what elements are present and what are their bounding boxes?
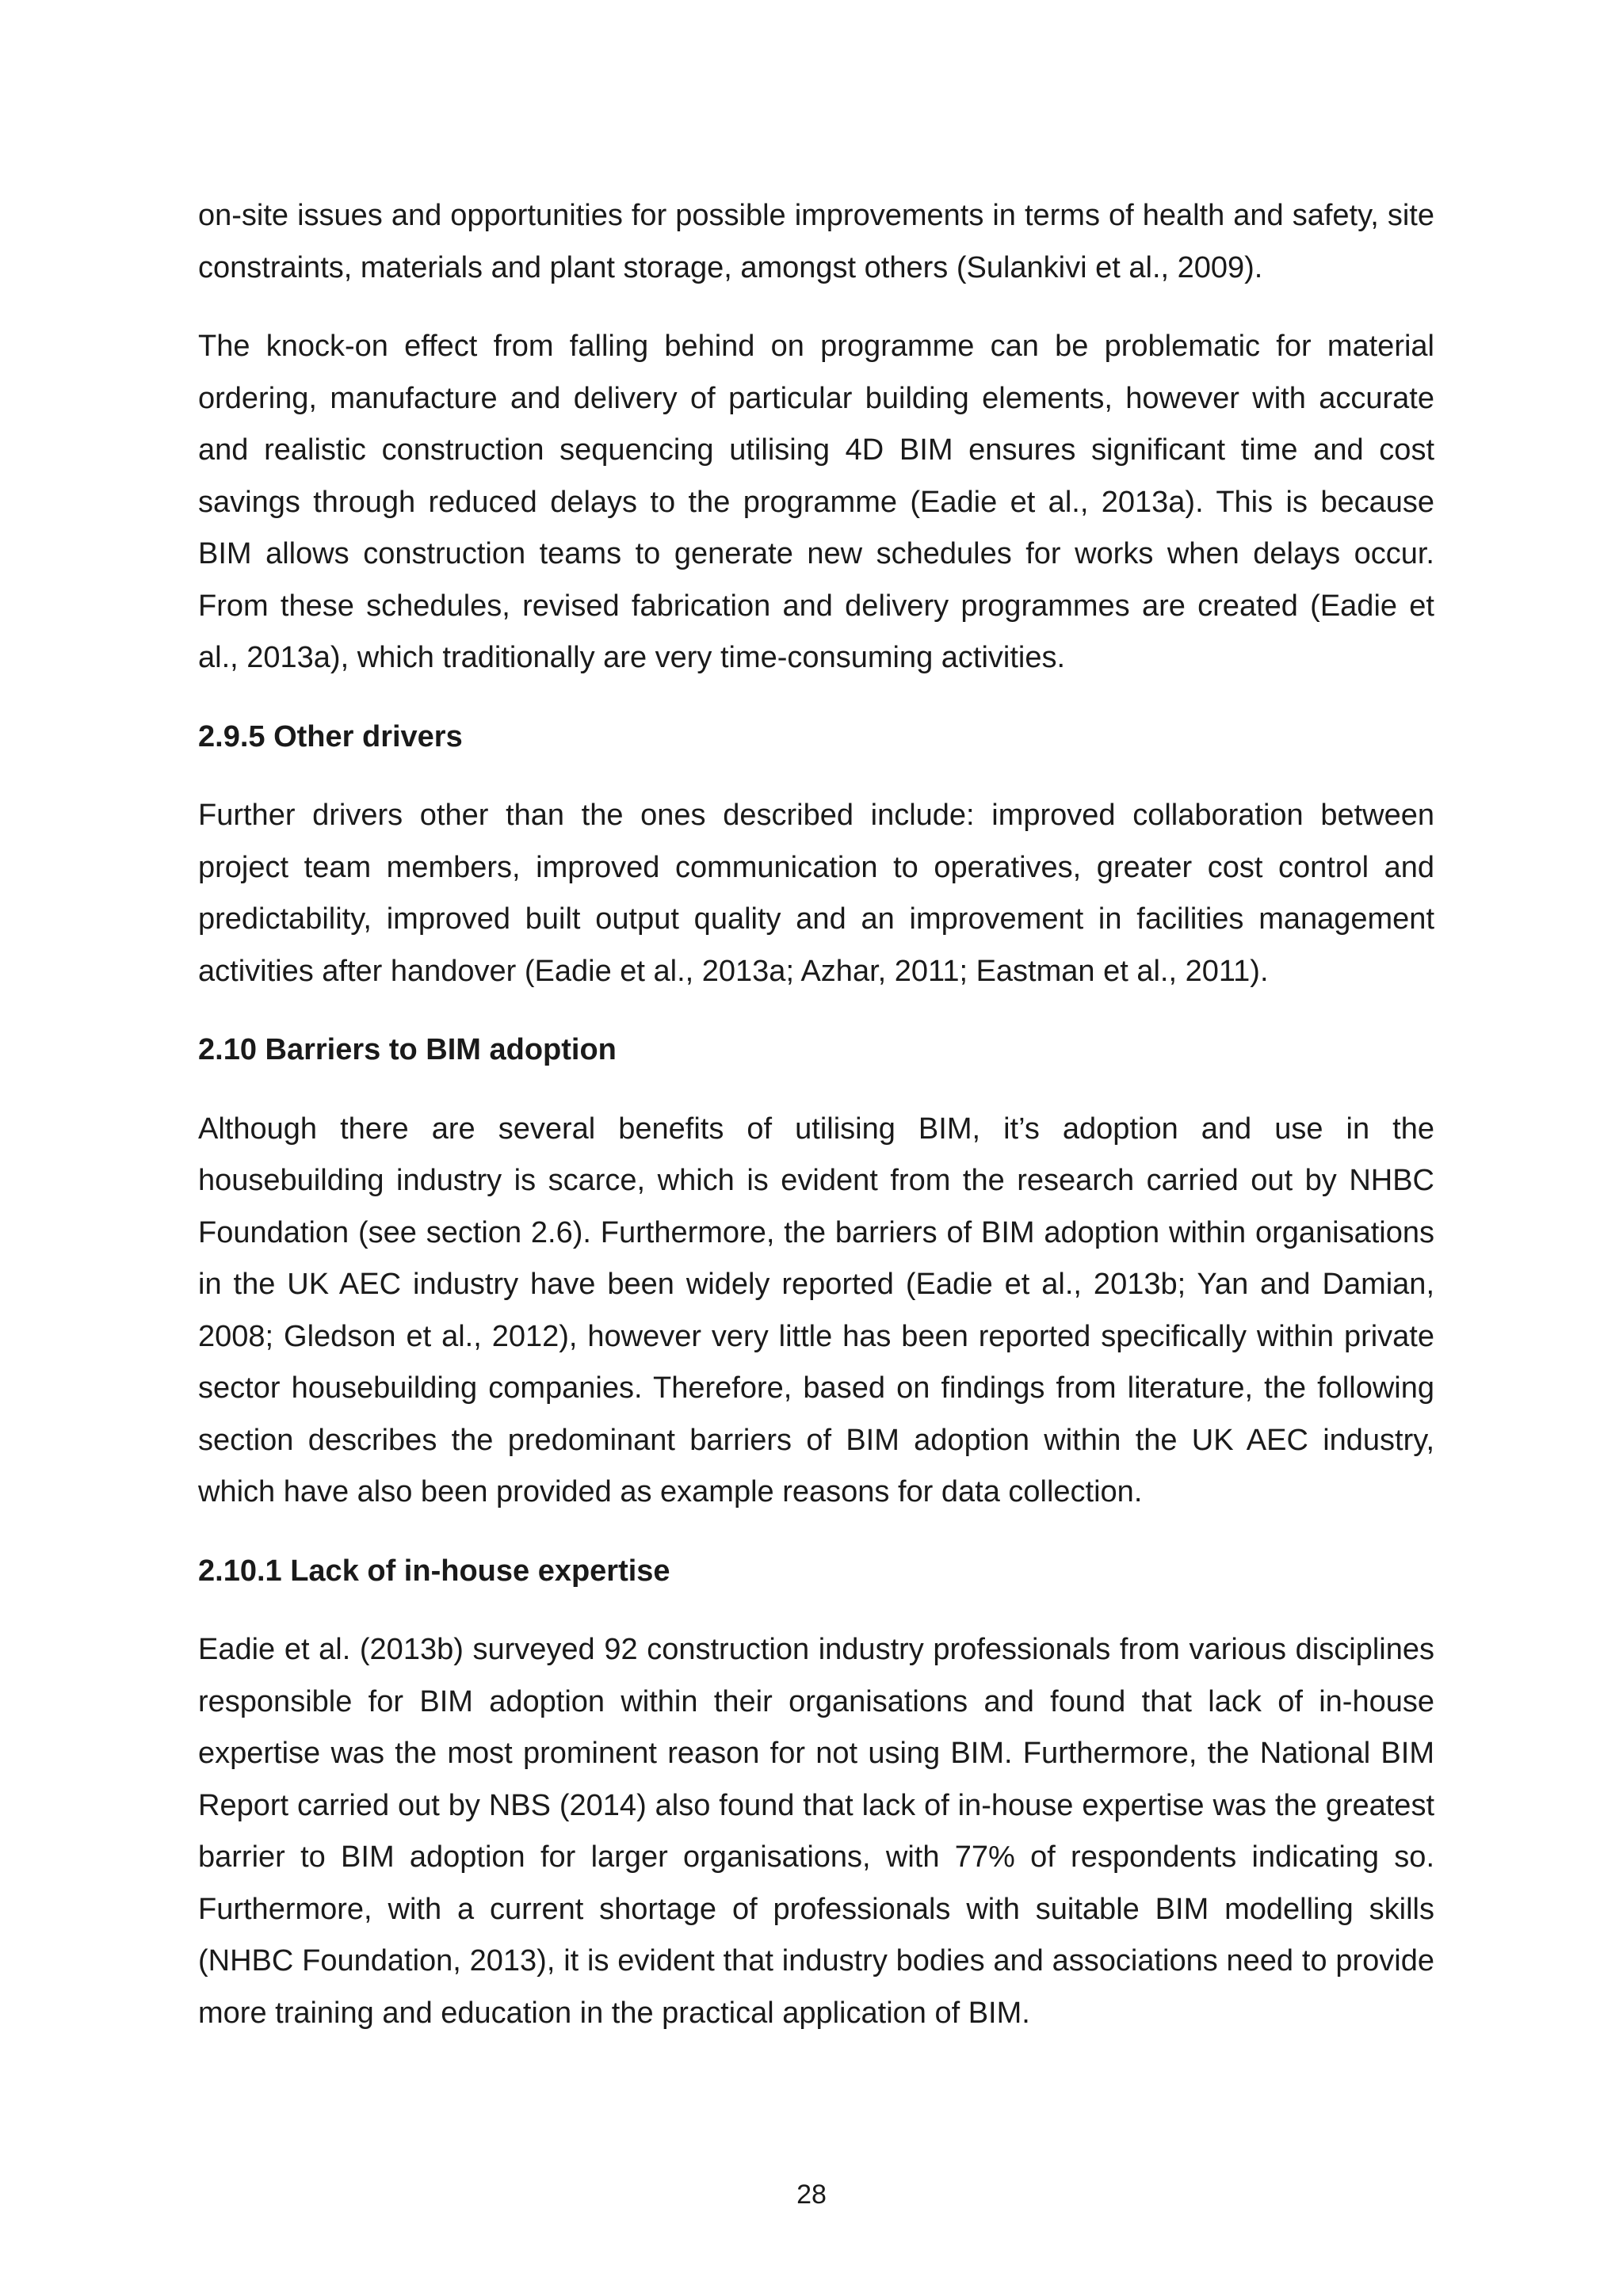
paragraph-knock-on-effect: The knock-on effect from falling behind on programme can be problematic for material ordering, manufacture and delivery of particular building elements, however with accurate and realistic construction sequencing utilising 4D BIM ensures significant time and cost savings through reduced delays to the programme (Eadie et al., 2013a). This is because BIM allows construction teams to generate new schedules for works when delays occur. From these schedules, revised fabrication and delivery programmes are created (Eadie et al., 2013a), which traditionally are very time-consuming activities. (198, 330, 1434, 674)
paragraph-barriers: Although there are several benefits of utilising BIM, it’s adoption and use in the housebuilding industry is scarce, which is evident from the research carried out by NHBC Foundation (see section 2.6). Furthermore, the barriers of BIM adoption within organisations in the UK AEC industry have been widely reported (Eadie et al., 2013b; Yan and Damian, 2008; Gledson et al., 2012), however very little has been reported specifically within private sector housebuilding companies. Therefore, based on findings from literature, the following section describes the predominant barriers of BIM adoption within the UK AEC industry, which have also been provided as example reasons for data collection. (198, 1112, 1434, 1508)
page-number: 28 (796, 2180, 827, 2210)
section-heading-barriers: 2.10 Barriers to BIM adoption (198, 1033, 617, 1066)
paragraph-further-drivers: Further drivers other than the ones described include: improved collaboration between project team members, improved communication to operatives, greater cost control and predictability, improved built output quality and an improvement in facilities management activities after handover (Eadie et al., 2013a; Azhar, 2011; Eastman et al., 2011). (198, 799, 1434, 988)
section-heading-lack-of-expertise: 2.10.1 Lack of in-house expertise (198, 1554, 670, 1588)
page-body (198, 190, 1434, 2066)
section-heading-other-drivers: 2.9.5 Other drivers (198, 719, 463, 753)
paragraph-site-issues: on-site issues and opportunities for possible improvements in terms of health and safety, site constraints, materials and plant storage, amongst others (Sulankivi et al., 2009). (198, 199, 1434, 284)
paragraph-lack-of-expertise: Eadie et al. (2013b) surveyed 92 construction industry professionals from various disciplines responsible for BIM adoption within their organisations and found that lack of in-house expertise was the most prominent reason for not using BIM. Furthermore, the National BIM Report carried out by NBS (2014) also found that lack of in-house expertise was the greatest barrier to BIM adoption for larger organisations, with 77% of respondents indicating so. Furthermore, with a current shortage of professionals with suitable BIM modelling skills (NHBC Foundation, 2013), it is evident that industry bodies and associations need to provide more training and education in the practical application of BIM. (198, 1633, 1434, 2030)
